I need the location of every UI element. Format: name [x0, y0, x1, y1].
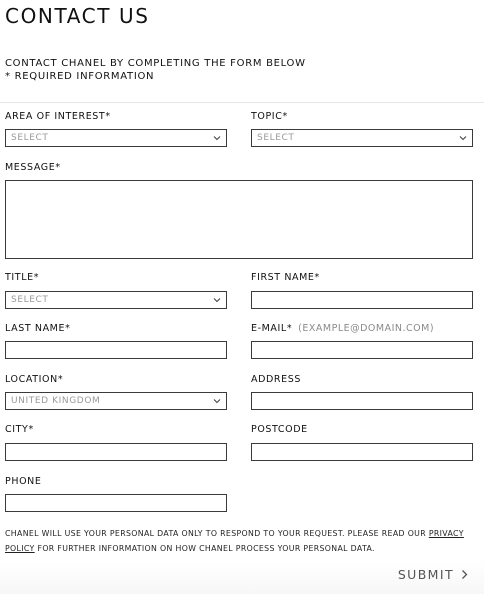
- divider: [0, 102, 484, 103]
- chevron-down-icon: [213, 397, 221, 405]
- topic-value: SELECT: [257, 133, 295, 143]
- chevron-down-icon: [213, 296, 221, 304]
- privacy-notice: [5, 526, 475, 556]
- topic-select[interactable]: [251, 129, 473, 147]
- title-value: SELECT: [11, 295, 49, 305]
- title-label: TITLE*: [5, 272, 40, 283]
- privacy-text-before: CHANEL WILL USE YOUR PERSONAL DATA ONLY TO RESPOND TO YOUR REQUEST. PLEASE READ OUR: [5, 529, 429, 538]
- privacy-policy-link[interactable]: PRIVACY POLICY: [5, 529, 464, 553]
- address-label: ADDRESS: [251, 374, 301, 385]
- last-name-input[interactable]: [5, 341, 227, 359]
- privacy-text-after: FOR FURTHER INFORMATION ON HOW CHANEL PROCESS YOUR PERSONAL DATA.: [34, 544, 375, 553]
- topic-label: TOPIC*: [251, 111, 288, 122]
- submit-label: SUBMIT: [397, 567, 454, 582]
- first-name-input[interactable]: [251, 291, 473, 309]
- submit-button[interactable]: [398, 567, 468, 582]
- first-name-label: FIRST NAME*: [251, 272, 320, 283]
- message-label: MESSAGE*: [5, 162, 61, 173]
- phone-label: PHONE: [5, 476, 42, 487]
- city-input[interactable]: [5, 443, 227, 461]
- email-hint: (EXAMPLE@DOMAIN.COM): [298, 323, 435, 334]
- postcode-input[interactable]: [251, 443, 473, 461]
- email-label: E-MAIL*: [251, 323, 293, 334]
- last-name-label: LAST NAME*: [5, 323, 71, 334]
- page-title: CONTACT US: [5, 4, 150, 28]
- address-input[interactable]: [251, 392, 473, 410]
- email-label-group: [251, 323, 434, 334]
- chevron-down-icon: [459, 134, 467, 142]
- form-intro: CONTACT CHANEL BY COMPLETING THE FORM BELOW: [5, 58, 306, 69]
- city-label: CITY*: [5, 424, 34, 435]
- location-value: UNITED KINGDOM: [11, 396, 101, 406]
- postcode-label: POSTCODE: [251, 424, 308, 435]
- title-select[interactable]: [5, 291, 227, 309]
- location-label: LOCATION*: [5, 374, 64, 385]
- location-select[interactable]: [5, 392, 227, 410]
- area-of-interest-label: AREA OF INTEREST*: [5, 111, 111, 122]
- email-input[interactable]: [251, 341, 473, 359]
- phone-input[interactable]: [5, 494, 227, 512]
- chevron-right-icon: [461, 569, 468, 580]
- required-note: * REQUIRED INFORMATION: [5, 71, 155, 82]
- area-of-interest-select[interactable]: [5, 129, 227, 147]
- area-of-interest-value: SELECT: [11, 133, 49, 143]
- chevron-down-icon: [213, 134, 221, 142]
- message-textarea[interactable]: [5, 180, 473, 259]
